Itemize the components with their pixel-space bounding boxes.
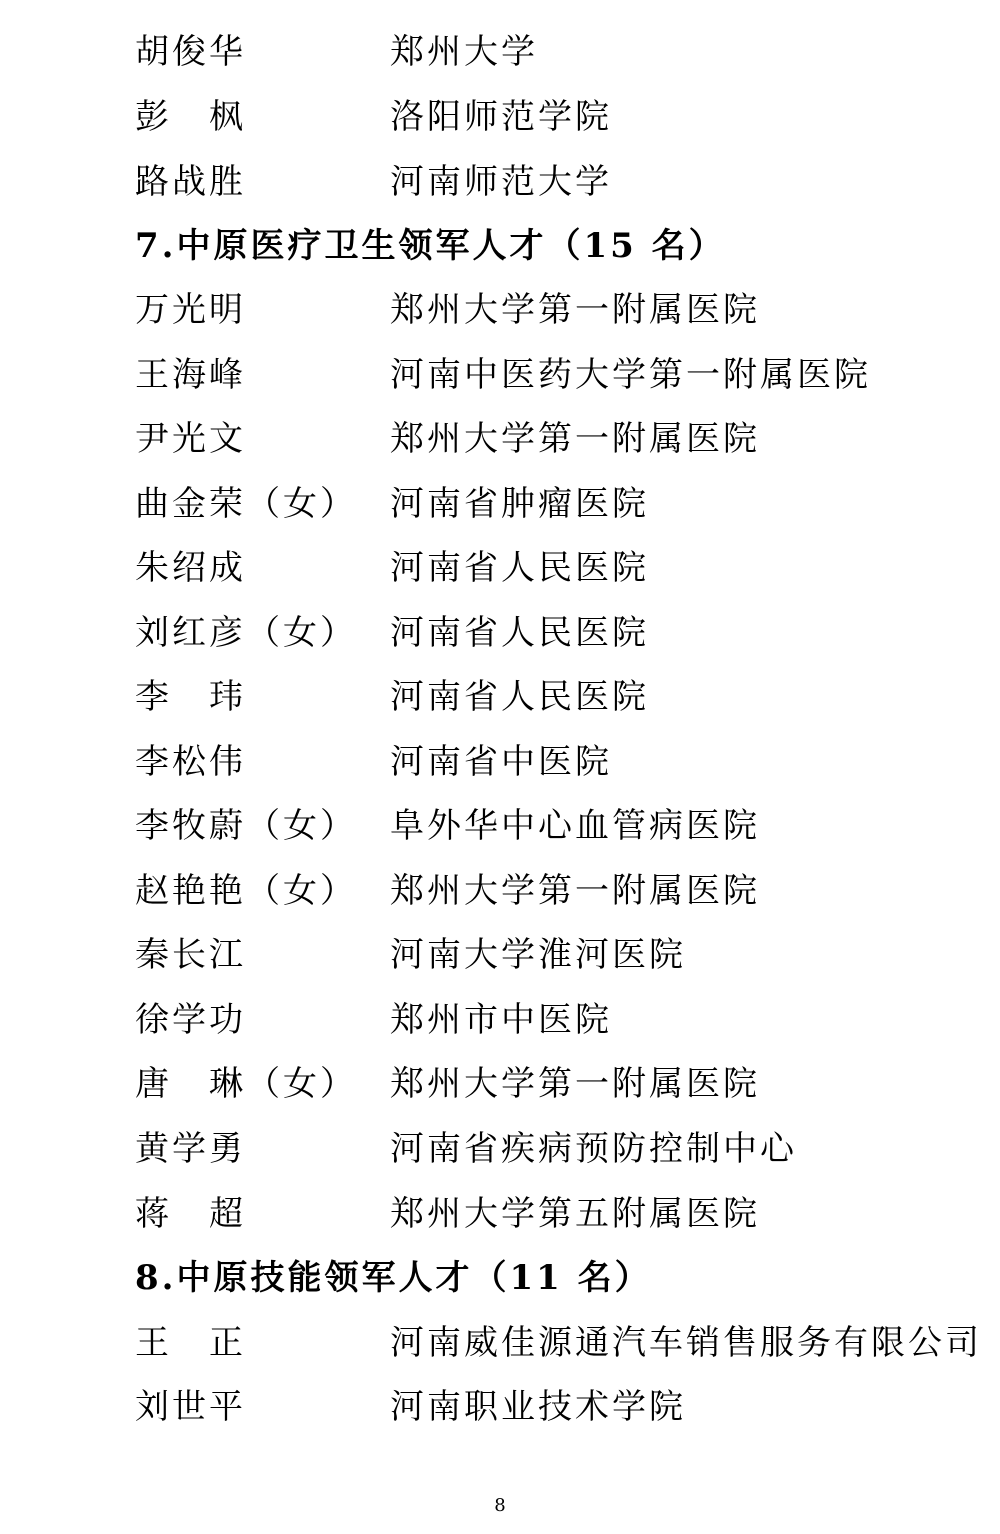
person-name: 赵艳艳（女） <box>135 871 357 911</box>
list-item <box>0 988 1000 1052</box>
person-name: 唐 琳（女） <box>135 1064 357 1104</box>
organization: 河南省疾病预防控制中心 <box>390 1129 797 1169</box>
person-name: 曲金荣（女） <box>135 484 357 524</box>
organization: 河南师范大学 <box>390 162 612 202</box>
organization: 河南中医药大学第一附属医院 <box>390 355 871 395</box>
list-item <box>0 601 1000 665</box>
organization: 河南大学淮河医院 <box>390 935 686 975</box>
list-item <box>0 923 1000 987</box>
person-name: 徐学功 <box>135 1000 246 1040</box>
organization: 河南省人民医院 <box>390 548 649 588</box>
list-item <box>0 859 1000 923</box>
person-name: 彭 枫 <box>135 97 246 137</box>
list-item <box>0 1182 1000 1246</box>
section-heading-7: 7.中原医疗卫生领军人才（15 名） <box>135 226 726 266</box>
organization: 郑州大学第一附属医院 <box>390 1064 760 1104</box>
list-item <box>0 1311 1000 1375</box>
person-name: 李牧蔚（女） <box>135 806 357 846</box>
organization: 河南省人民医院 <box>390 613 649 653</box>
list-item <box>0 472 1000 536</box>
list-item <box>0 278 1000 342</box>
person-name: 王海峰 <box>135 355 246 395</box>
organization: 郑州大学第一附属医院 <box>390 290 760 330</box>
list-item <box>0 536 1000 600</box>
person-name: 黄学勇 <box>135 1129 246 1169</box>
person-name: 王 正 <box>135 1323 246 1363</box>
person-name: 刘世平 <box>135 1387 246 1427</box>
person-name: 李松伟 <box>135 742 246 782</box>
organization: 郑州大学第一附属医院 <box>390 871 760 911</box>
organization: 阜外华中心血管病医院 <box>390 806 760 846</box>
organization: 河南威佳源通汽车销售服务有限公司 <box>390 1323 982 1363</box>
organization: 郑州大学第五附属医院 <box>390 1194 760 1234</box>
person-name: 蒋 超 <box>135 1194 246 1234</box>
page-number: 8 <box>494 1495 506 1516</box>
organization: 郑州大学 <box>390 32 538 72</box>
list-item <box>0 407 1000 471</box>
list-item <box>0 730 1000 794</box>
list-item <box>0 1117 1000 1181</box>
list-item <box>0 1375 1000 1439</box>
person-name: 刘红彦（女） <box>135 613 357 653</box>
person-name: 秦长江 <box>135 935 246 975</box>
person-name: 万光明 <box>135 290 246 330</box>
organization: 郑州大学第一附属医院 <box>390 419 760 459</box>
organization: 河南省人民医院 <box>390 677 649 717</box>
person-name: 李 玮 <box>135 677 246 717</box>
list-item <box>0 85 1000 149</box>
organization: 河南省肿瘤医院 <box>390 484 649 524</box>
list-item <box>0 1052 1000 1116</box>
organization: 郑州市中医院 <box>390 1000 612 1040</box>
organization: 洛阳师范学院 <box>390 97 612 137</box>
list-item <box>0 665 1000 729</box>
person-name: 胡俊华 <box>135 32 246 72</box>
person-name: 朱绍成 <box>135 548 246 588</box>
person-name: 尹光文 <box>135 419 246 459</box>
list-item <box>0 150 1000 214</box>
person-name: 路战胜 <box>135 162 246 202</box>
organization: 河南职业技术学院 <box>390 1387 686 1427</box>
section-heading-8: 8.中原技能领军人才（11 名） <box>135 1258 652 1298</box>
list-item <box>0 343 1000 407</box>
list-item <box>0 20 1000 84</box>
organization: 河南省中医院 <box>390 742 612 782</box>
list-item <box>0 794 1000 858</box>
